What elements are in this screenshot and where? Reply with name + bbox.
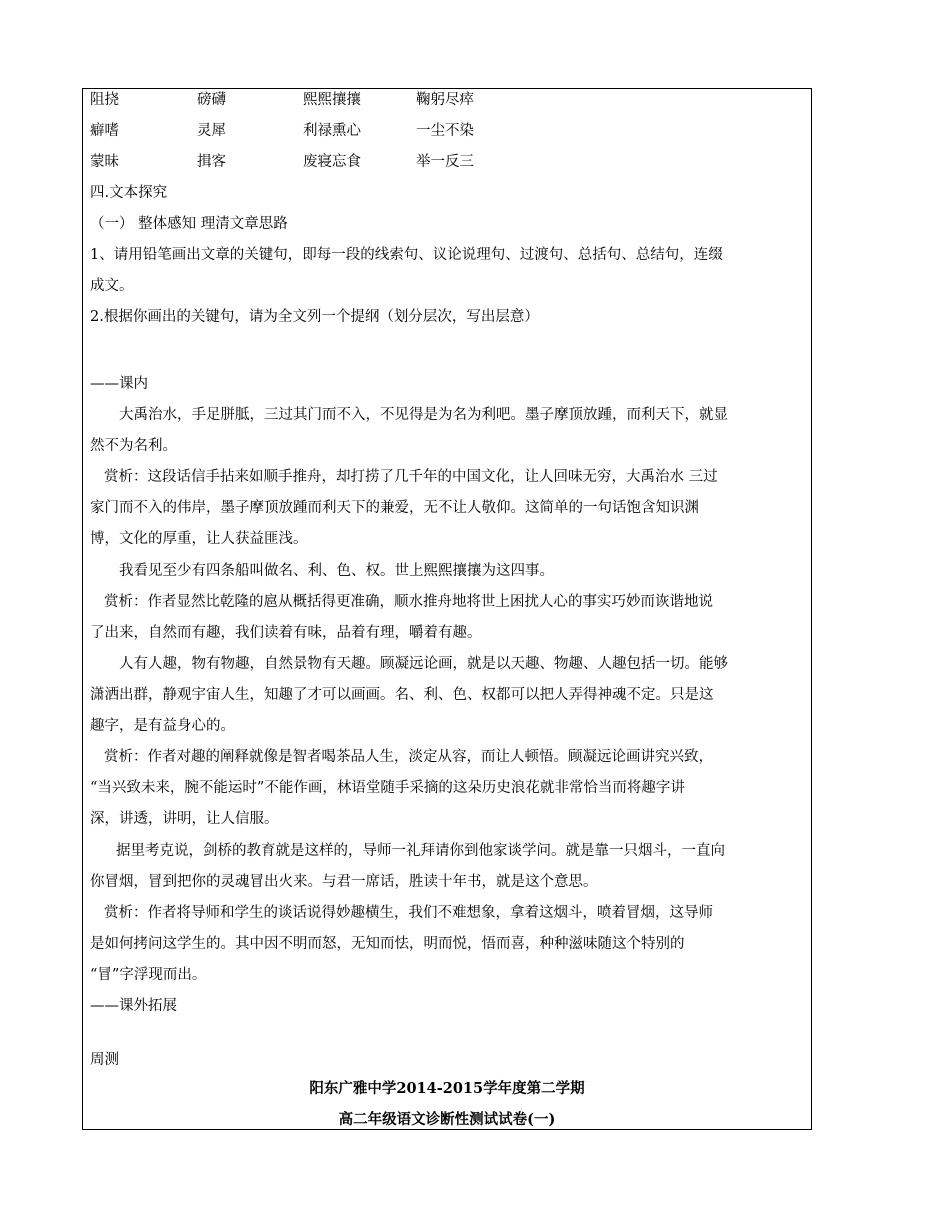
appreciation-4-cont: “冒”字浮现而出。 <box>90 967 207 983</box>
appreciation-3-cont: “当兴致未来，腕不能运时”不能作画，林语堂随手采摘的这朵历史浪花就非常恰当而将趣字讲 <box>90 780 685 796</box>
appreciation-2-cont: 了出来，自然而有趣，我们读着有味，品着有理，嚼着有趣。 <box>90 625 482 641</box>
vocab-word: 灵犀 <box>197 123 226 139</box>
appreciation-1-cont: 家门而不入的伟岸，墨子摩顶放踵而利天下的兼爱，无不让人敬仰。这简单的一句话饱含知识渊 <box>90 500 699 516</box>
passage-2: 我看见至少有四条船叫做名、利、色、权。世上熙熙攘攘为这四事。 <box>119 563 554 579</box>
question-1-cont: 成文。 <box>90 278 134 294</box>
section-heading: 四.文本探究 <box>90 185 168 201</box>
appreciation-1-cont: 博，文化的厚重，让人获益匪浅。 <box>90 531 308 547</box>
passage-3: 人有人趣，物有物趣，自然景物有天趣。顾凝远论画，就是以天趣、物趣、人趣包括一切。能够 <box>119 656 728 672</box>
appreciation-3: 赏析：作者对趣的阐释就像是智者喝茶品人生，淡定从容，而让人顿悟。顾凝远论画讲究兴致， <box>104 749 713 765</box>
passage-3-cont: 潇洒出群，静观宇宙人生，知趣了才可以画画。名、利、色、权都可以把人弄得神魂不定。只是这 <box>90 687 714 703</box>
school-title: 阳东广雅中学2014-2015学年度第二学期 <box>309 1080 585 1097</box>
subsection-heading: （一） 整体感知 理清文章思路 <box>90 216 288 232</box>
label-kenei: ——课内 <box>90 376 148 392</box>
vocab-word: 废寝忘食 <box>303 154 361 170</box>
vocab-word: 揖客 <box>197 154 226 170</box>
appreciation-1: 赏析：这段话信手拈来如顺手推舟，却打捞了几千年的中国文化，让人回味无穷，大禹治水 三过 <box>104 469 718 485</box>
question-2: 2.根据你画出的关键句，请为全文列一个提纲（划分层次，写出层意） <box>90 309 539 325</box>
passage-3-cont: 趣字，是有益身心的。 <box>90 718 235 734</box>
exam-title: 高二年级语文诊断性测试试卷(一) <box>338 1111 556 1128</box>
vocab-word: 癖嗜 <box>90 123 119 139</box>
passage-4-cont: 你冒烟，冒到把你的灵魂冒出火来。与君一席话，胜读十年书，就是这个意思。 <box>90 874 598 890</box>
label-zhouce: 周测 <box>90 1052 119 1068</box>
passage-1-cont: 然不为名利。 <box>90 438 177 454</box>
passage-1: 大禹治水，手足胼胝，三过其门而不入，不见得是为名为利吧。墨子摩顶放踵，而利天下，就显 <box>119 407 728 423</box>
vocab-word: 阻挠 <box>90 92 119 108</box>
vocab-word: 磅礴 <box>197 92 226 108</box>
vocab-word: 鞠躬尽瘁 <box>416 92 474 108</box>
appreciation-4-cont: 是如何拷问这学生的。其中因不明而怒，无知而怯，明而悦，悟而喜，种种滋味随这个特别的 <box>90 936 685 952</box>
appreciation-3-cont: 深，讲透，讲明，让人信服。 <box>90 811 279 827</box>
appreciation-2: 赏析：作者显然比乾隆的扈从概括得更准确，顺水推舟地将世上困扰人心的事实巧妙而诙谐地说 <box>104 594 713 610</box>
vocab-word: 举一反三 <box>416 154 474 170</box>
vocab-word: 熙熙攘攘 <box>303 92 361 108</box>
question-1: 1、请用铅笔画出文章的关键句，即每一段的线索句、议论说理句、过渡句、总括句、总结句，连缀 <box>90 247 723 263</box>
vocab-word: 利禄熏心 <box>303 123 361 139</box>
passage-4: 据里考克说，剑桥的教育就是这样的，导师一礼拜请你到他家谈学问。就是靠一只烟斗，一直向 <box>116 843 725 859</box>
vocab-word: 蒙昧 <box>90 154 119 170</box>
appreciation-4: 赏析：作者将导师和学生的谈话说得妙趣横生，我们不难想象，拿着这烟斗，喷着冒烟，这导师 <box>104 905 713 921</box>
label-kewai: ——课外拓展 <box>90 998 177 1014</box>
vocab-word: 一尘不染 <box>416 123 474 139</box>
